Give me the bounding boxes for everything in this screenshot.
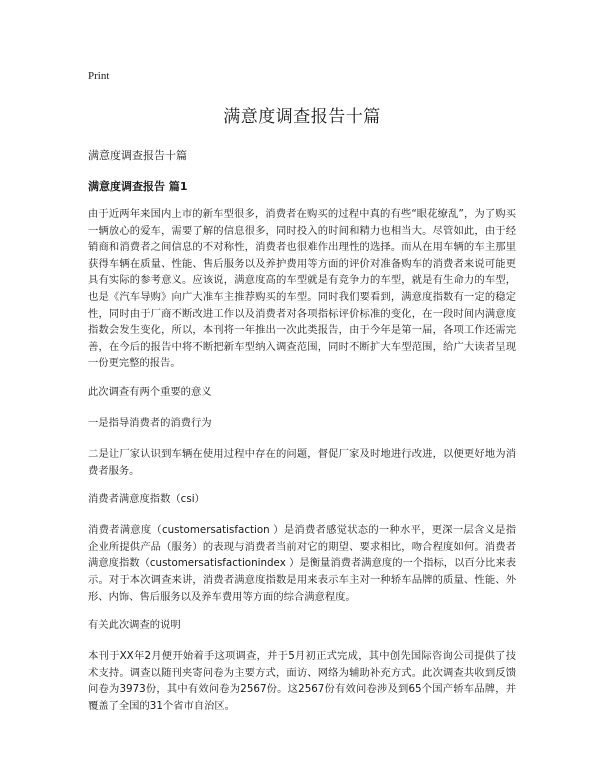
paragraph-survey-description: 本刊于XX年2月便开始着手这项调查，并于5月初正式完成，其中创先国际咨询公司提供了技术支持。调查以随刊夹寄问卷为主要方式，面访、网络为辅助补充方式。此次调查共收到反馈问卷为3973份，其中有效问卷为2567份。这2567份有效问卷涉及到65个国产轿车品牌，并覆盖了全国的31个省市自治区。: [88, 650, 516, 712]
paragraph-intro: 由于近两年来国内上市的新车型很多，消费者在购买的过程中真的有些“眼花缭乱”，为了购买一辆放心的爱车，需要了解的信息很多，同时投入的时间和精力也相当大。尽管如此，由于经销商和消费者之间信息的不对称性，消费者也很难作出理性的选择。而从在用车辆的车主那里获得车辆在质量、性能、售后服务以及养护费用等方面的评价对准备购车的消费者来说可能更具有实际的参考意义。应该说，满意度高的车型就是有竞争力的车型，就是有生命力的车型，也是《汽车导购》向广大准车主推荐购买的车型。同时我们要看到，满意度指数有一定的稳定性，同时由于厂商不断改进工作以及消费者对各项指标评价标准的变化，在一段时间内满意度指数会发生变化，所以，本刊将一年推出一次此类报告，由于今年是第一届，各项工作还需完善，在今后的报告中将不断把新车型纳入调查范围，同时不断扩大车型范围，给广大读者呈现一份更完整的报告。: [88, 208, 516, 370]
paragraph-csi-definition: 消费者满意度（customersatisfaction ）是消费者感觉状态的一种水平，更深一层含义是指企业所提供产品（服务）的表现与消费者当前对它的期望、要求相比，吻合程度如何。消费者满意度指数（customersatisfactionindex ）是衡量消费者满意度的一个指标，以百分比来表示。对于本次调查来讲，消费者满意度指数是用来表示车主对一种轿车品牌的质量、性能、外形、内饰、售后服务以及养车费用等方面的综合满意程度。: [88, 524, 516, 603]
print-label[interactable]: Print: [88, 70, 110, 82]
paragraph-significance: 此次调查有两个重要的意义: [88, 385, 212, 398]
section-heading: 满意度调查报告 篇1: [88, 180, 188, 193]
paragraph-point-two: 二是让厂家认识到车辆在使用过程中存在的问题，督促厂家及时地进行改进，以便更好地为消费者服务。: [88, 447, 516, 477]
paragraph-csi-heading: 消费者满意度指数（csi）: [88, 493, 205, 506]
document-subtitle: 满意度调查报告十篇: [88, 149, 187, 162]
document-page: [88, 70, 516, 726]
document-title: 满意度调查报告十篇: [223, 107, 381, 127]
paragraph-point-one: 一是指导消费者的消费行为: [88, 416, 212, 429]
paragraph-survey-heading: 有关此次调查的说明: [88, 619, 181, 632]
